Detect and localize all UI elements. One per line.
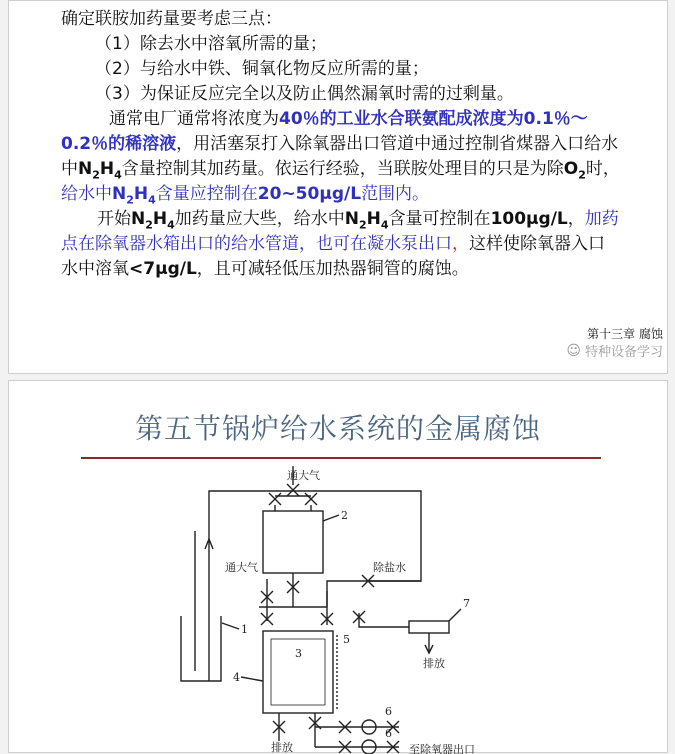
watermark-text: 特种设备学习: [584, 345, 663, 360]
p2-text: 这样使除氧器入口水中溶氧: [61, 234, 605, 279]
p2-text: 加药量应大些，给水中: [174, 209, 345, 229]
pipe: [359, 613, 409, 627]
p1-text: 通常电厂通常将浓度为: [109, 109, 279, 129]
p2-text: ，: [567, 209, 585, 229]
p2-text: 开始: [97, 209, 131, 229]
p1-text: 时，: [585, 159, 620, 179]
leader-7: [449, 609, 461, 621]
number-2: 2: [341, 509, 348, 522]
formula-n2h4: $N_2H_4$: [78, 159, 122, 182]
p2-value: 100μg/L: [490, 209, 568, 229]
label-vent-left: 通大气: [225, 561, 258, 574]
valve-icon: [269, 493, 281, 505]
tank-1: [181, 616, 221, 681]
dosing-tank-2: [263, 511, 323, 573]
number-6a: 6: [385, 705, 392, 718]
number-6b: 6: [385, 727, 392, 740]
chapter-footer: 第十三章 腐蚀: [587, 327, 663, 341]
p2-text: ，: [452, 234, 469, 254]
hydrazine-dosing-diagram: [9, 381, 669, 754]
label-vent-top: 通大气: [287, 469, 320, 482]
p1-highlight-range: 给水中$N_2H_4$含量应控制在20~50μg/L范围内。: [61, 184, 430, 207]
paragraph-initial-dose: [61, 207, 621, 282]
number-4: 4: [233, 671, 240, 684]
leader-1: [222, 623, 239, 629]
formula-n2h4: $N_2H_4$: [344, 209, 389, 232]
p1-text: 含量控制其加药量。依运行经验，当联胺处理目的只是为除: [121, 159, 564, 179]
number-7: 7: [463, 597, 470, 610]
label-desalted-water: 除盐水: [373, 561, 406, 574]
number-5: 5: [343, 633, 350, 646]
p2-highlight-dosing-point: 加药点在除氧器水箱出口的给水管道，也可在凝水泵出口: [61, 209, 619, 254]
p2-value: <7μg/L: [129, 259, 197, 279]
p2-text: 含量可控制在: [388, 209, 491, 229]
point-1: （1）除去水中溶氧所需的量；: [95, 34, 327, 54]
number-3: 3: [295, 647, 302, 660]
watermark: [566, 341, 663, 360]
formula-o2: $O_2$: [563, 159, 586, 182]
slide-title: 第五节锅炉给水系统的金属腐蚀: [134, 412, 541, 445]
point-2: （2）与给水中铁、铜氧化物反应所需的量；: [95, 59, 429, 79]
text-slide: [8, 0, 668, 374]
diagram-slide: [8, 380, 668, 753]
leader-2: [323, 515, 339, 521]
p2-text: ，且可减轻低压加热器铜管的腐蚀。: [196, 259, 469, 279]
solution-tank-3: [263, 631, 333, 713]
slide-text-body: [61, 7, 621, 282]
paragraph-dosing: [61, 107, 621, 207]
point-3: （3）为保证反应完全以及防止偶然漏氧时需的过剩量。: [95, 84, 514, 104]
p1-highlight-concentration: 40％的工业水合联氨配成浓度为0.1％～0.2％的稀溶液: [61, 109, 588, 154]
label-drain-bottom: 排放: [271, 741, 293, 754]
formula-n2h4: $N_2H_4$: [131, 209, 175, 232]
p1-text: ，用活塞泵打入除氧器出口管道中通过控制省煤器入口给水中: [61, 134, 619, 179]
leader-4: [241, 677, 263, 681]
label-to-deaerator-outlet: 至除氧器出口: [409, 743, 475, 754]
valve-icon: [287, 484, 299, 496]
pipe-outer-loop: [209, 491, 421, 681]
intro-line: 确定联胺加药量要考虑三点：: [61, 9, 282, 29]
valve-icon: [305, 493, 317, 505]
flowmeter-7: [409, 621, 449, 633]
label-drain-right: 排放: [423, 657, 445, 670]
number-1: 1: [241, 623, 248, 636]
wechat-icon: ☺: [566, 342, 581, 359]
